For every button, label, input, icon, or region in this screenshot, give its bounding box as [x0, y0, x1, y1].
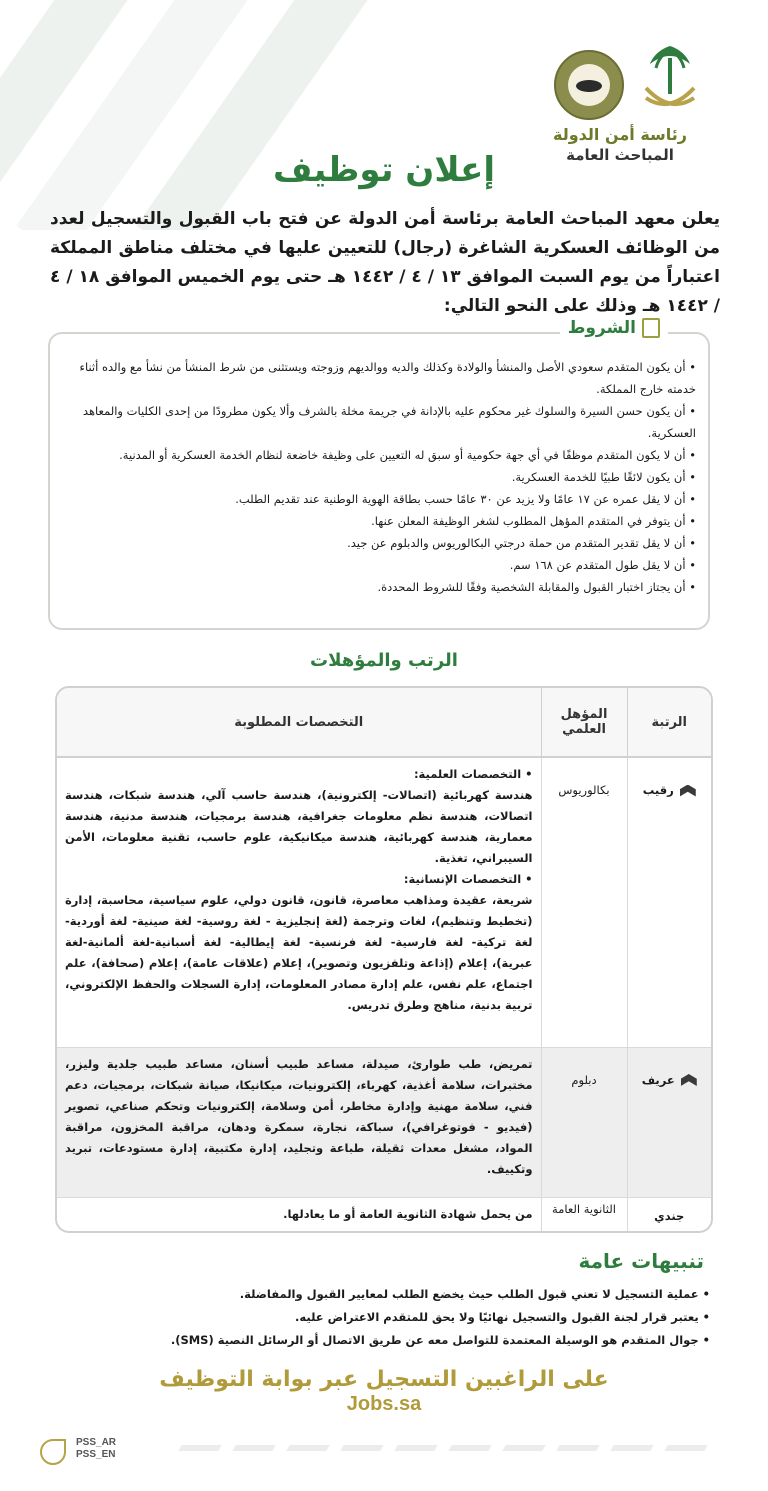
footer — [40, 1435, 730, 1467]
spec-heading: • التخصصات الإنسانية: — [403, 872, 533, 886]
rank-cell: عريف — [627, 1047, 711, 1197]
pss-ar-handle[interactable]: PSS_AR — [76, 1437, 117, 1448]
condition-item: • أن يجتاز اختبار القبول والمقابلة الشخصية وفقًا للشروط المحددة. — [377, 580, 696, 594]
note-item: • عملية التسجيل لا تعني قبول الطلب حيث يخضع الطلب لمعايير القبول والمفاضلة. — [239, 1287, 710, 1301]
conditions-box — [48, 318, 710, 630]
rank-header: الرتبة — [627, 688, 711, 757]
specializations-cell: تمريض، طب طوارئ، صيدلة، مساعد طبيب أسنان، مساعد طبيب جلدية وليزر، مختبرات، سلامة أغذية، كهرباء، إلكترونيات، ميكانيكا، صيانة شبكات، برمجيات، دعم فني، سلامة مهنية وإدارة مخاطر، أمن وسلامة، إلكترونيات وتحكم صناعي، تصوير (فيديو - فوتوغرافي)، سباكة، نجارة، سمكرة ودهان، مراقبة المخزون، مراقبة المواد، مشغل معدات ثقيلة، طباعة وتجليد، إدارة مكتبية، إدارة مستودعات، تبريد وتكييف. — [57, 1047, 541, 1197]
conditions-title: الشروط — [567, 318, 636, 338]
notes-list — [70, 1283, 710, 1352]
rank-cell: رقيب — [627, 757, 711, 1047]
table-row — [57, 1047, 711, 1197]
palm-swords-emblem-icon — [640, 40, 700, 120]
page-title: إعلان توظيف — [272, 150, 496, 190]
condition-item: • أن يكون المتقدم سعودي الأصل والمنشأ والولادة وكذلك والديه ووالديهم وزوجته ويستثنى من شرط المنشأ من نشأ مع والده أثناء خدمته خارج المملكة. — [79, 360, 696, 396]
condition-item: • أن لا يقل تقدير المتقدم من حملة درجتي البكالوريوس والدبلوم عن جيد. — [347, 536, 696, 550]
state-security-seal-icon — [554, 50, 624, 120]
note-item: • جوال المتقدم هو الوسيلة المعتمدة للتواصل معه عن طريق الاتصال أو الرسائل النصية (SMS). — [170, 1333, 710, 1347]
condition-item: • أن لا يكون المتقدم موظفًا في أي جهة حكومية أو سبق له التعيين على وظيفة خاضعة لنظام الخدمة العسكرية أو المدنية. — [119, 448, 696, 462]
specializations-cell — [57, 757, 541, 1047]
note-item: • يعتبر قرار لجنة القبول والتسجيل نهائيًا ولا يحق للمتقدم الاعتراض عليه. — [295, 1310, 710, 1324]
table-row — [57, 1197, 711, 1233]
table-row — [57, 757, 711, 1047]
conditions-list — [50, 334, 708, 598]
rank-cell: جندي — [627, 1197, 711, 1233]
spec-text: شريعة، عقيدة ومذاهب معاصرة، قانون، قانون دولي، علوم سياسية، محاسبة، إدارة (تخطيط وتنظيم)، لغات وترجمة (لغة إنجليزية - لغة روسية- لغة صينية- لغة أوردية- لغة تركية- لغة فارسية- لغة فرنسية- لغة إيطالية- لغة أسبانية-لغة ألمانية-لغة عبرية)، إعلام (إذاعة وتلفزيون وتصوير)، إعلام (علاقات عامة)، إعلام (صحافة)، علم اجتماع، علم نفس، علم إدارة مصادر المعلومات، إدارة السجلات والحفظ الإلكتروني، تربية بدنية، مناهج وطرق تدريس. — [65, 893, 533, 1012]
org-name-line2: المباحث العامة — [566, 146, 674, 164]
qualification-header: المؤهل العلمي — [541, 688, 627, 757]
condition-item: • أن لا يقل طول المتقدم عن ١٦٨ سم. — [509, 558, 696, 572]
cta-text: على الراغبين التسجيل عبر بوابة التوظيف — [159, 1367, 609, 1392]
spec-heading: • التخصصات العلمية: — [413, 767, 533, 781]
background-stripes — [0, 0, 430, 230]
specializations-cell: من يحمل شهادة الثانوية العامة أو ما يعادلها. — [283, 1206, 533, 1221]
qualification-cell: دبلوم — [541, 1047, 627, 1197]
jobs-site-link[interactable]: Jobs.sa — [346, 1393, 422, 1415]
pss-en-handle[interactable]: PSS_EN — [76, 1449, 116, 1460]
notes-title: تنبيهات عامة — [578, 1249, 704, 1273]
qualification-cell: الثانوية العامة — [541, 1197, 627, 1233]
org-name-line1: رئاسة أمن الدولة — [553, 125, 687, 144]
condition-item: • أن يكون لائقًا طبيًا للخدمة العسكرية. — [511, 470, 696, 484]
condition-item: • أن يتوفر في المتقدم المؤهل المطلوب لشغر الوظيفة المعلن عنها. — [371, 514, 696, 528]
spec-text: هندسة كهربائية (اتصالات- إلكترونية)، هندسة حاسب آلي، هندسة شبكات، هندسة اتصالات، هندسة نظم معلومات جغرافية، هندسة برمجيات، هندسة مدنية، هندسة معمارية، هندسة كهربائية، هندسة ميكانيكية، علوم حاسب، تقنية معلومات، الأمن السيبراني، تغذية. — [65, 788, 533, 865]
qualification-cell: بكالوريوس — [541, 757, 627, 1047]
condition-item: • أن يكون حسن السيرة والسلوك غير محكوم عليه بالإدانة في جريمة مخلة بالشرف وألا يكون مطرودًا من إحدى الكليات والمعاهد العسكرية. — [82, 404, 696, 440]
table-header-row — [57, 688, 711, 757]
ranks-table — [55, 686, 713, 1233]
intro-paragraph: يعلن معهد المباحث العامة برئاسة أمن الدولة عن فتح باب القبول والتسجيل لعدد من الوظائف العسكرية الشاغرة (رجال) للتعيين عليها في مختلف مناطق المملكة اعتباراً من يوم السبت الموافق ١٣ / ٤ / ١٤٤٢ هـ حتى يوم الخميس الموافق ١٨ / ٤ / ١٤٤٢ هـ وذلك على النحو التالي: — [50, 209, 720, 316]
footer-decoration — [180, 1445, 706, 1451]
ranks-section-title: الرتب والمؤهلات — [310, 650, 458, 671]
rank-chevron-icon — [681, 1074, 697, 1086]
pss-handles — [76, 1437, 116, 1461]
rank-chevron-icon — [680, 785, 696, 797]
bird-logo-icon — [40, 1439, 66, 1465]
condition-item: • أن لا يقل عمره عن ١٧ عامًا ولا يزيد عن ٣٠ عامًا حسب بطاقة الهوية الوطنية عند تقديم الطلب. — [235, 492, 696, 506]
document-icon — [642, 318, 660, 338]
conditions-header — [560, 318, 668, 338]
specializations-header: التخصصات المطلوبة — [57, 688, 541, 757]
